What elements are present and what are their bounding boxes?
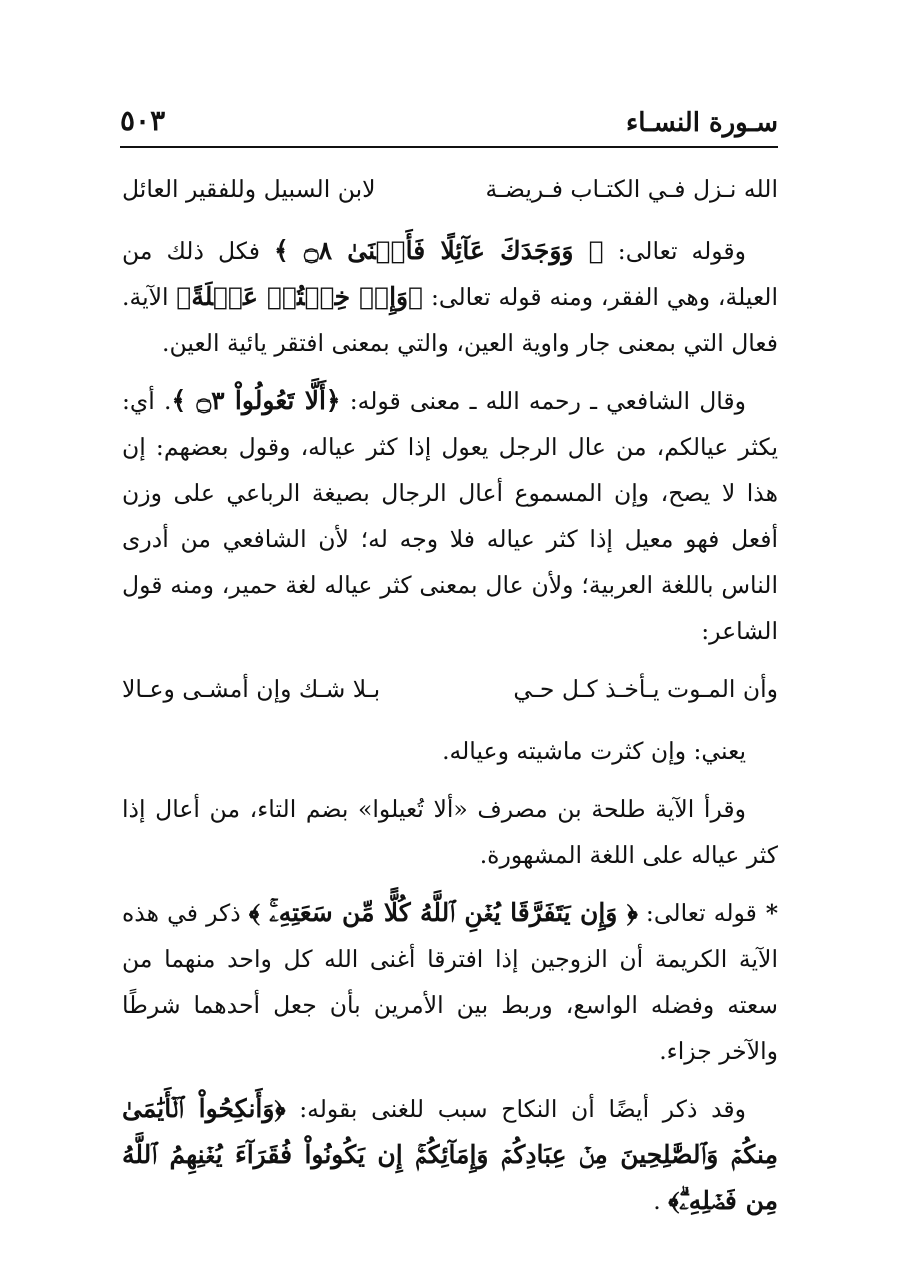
paragraph-2 — [122, 378, 778, 654]
paragraph-1-text-c: الآية. فعال التي بمعنى جار واوية العين، والتي بمعنى افتقر يائية العين. — [122, 283, 778, 357]
paragraph-1-text-a: وقوله تعالى: — [603, 237, 747, 265]
paragraph-5 — [122, 890, 778, 1074]
page-body — [122, 166, 778, 1236]
poetry-verse-1 — [122, 166, 778, 212]
paragraph-2-text-b: . أي: يكثر عيالكم، من عال الرجل يعول إذا كثر عياله، وقول بعضهم: إن هذا لا يصح، وإن المسموع أعال الرجال بصيغة الرباعي على وزن أفعل فهو معيل إذا كثر عياله فلا وجه له؛ لأن الشافعي من أدرى الناس باللغة العربية؛ ولأن عال بمعنى كثر عياله لغة حمير، ومنه قول الشاعر: — [122, 387, 778, 645]
paragraph-2-text-a: وقال الشافعي ـ رحمه الله ـ معنى قوله: — [340, 387, 747, 415]
paragraph-6-text-a: وقد ذكر أيضًا أن النكاح سبب للغنى بقوله: — [285, 1095, 746, 1123]
quran-quote-nur-32: ﴿وَأَنكِحُواْ ٱلۡأَيَٰمَىٰ مِنكُمۡ وَٱلصَّٰلِحِينَ مِنۡ عِبَادِكُمۡ وَإِمَآئِكُمۡۚ إِن يَكُونُواْ فُقَرَآءَ يُغۡنِهِمُ ٱللَّهُ مِن فَضۡلِهِۦۗ﴾ — [122, 1094, 778, 1215]
surah-title: سـورة النسـاء — [625, 108, 778, 138]
quran-quote-duha: ﴿ وَوَجَدَكَ عَآئِلًا فَأَغۡنَىٰ ۝٨ ﴾ — [274, 236, 604, 265]
paragraph-1-text-b: فكل ذلك من العيلة، وهي الفقر، ومنه قوله تعالى: — [122, 237, 778, 311]
paragraph-6-text-b: . — [653, 1187, 669, 1215]
paragraph-5-text-b: ذكر في هذه الآية الكريمة أن الزوجين إذا افترقا أغنى الله كل واحد منهما من سعته وفضله الواسع، وربط بين الأمرين بأن جعل أحدهما شرطًا والآخر جزاء. — [122, 899, 778, 1065]
verse-1-first-hemistich: الله نـزل فـي الكتـاب فـريضـة — [485, 175, 778, 203]
paragraph-3: يعني: وإن كثرت ماشيته وعياله. — [442, 737, 746, 765]
verse-2-first-hemistich: وأن المـوت يـأخـذ كـل حـي — [513, 675, 778, 703]
star-marker: * — [756, 899, 778, 927]
paragraph-1 — [122, 228, 778, 366]
page-header — [120, 100, 778, 148]
paragraph-6 — [122, 1086, 778, 1224]
paragraph-5-text-a: قوله تعالى: — [637, 899, 757, 927]
verse-1-second-hemistich: لابن السبيل وللفقير العائل — [122, 175, 376, 203]
quran-quote-nisa-3: ﴿أَلَّا تَعُولُواْ ۝٣ ﴾ — [171, 386, 341, 415]
quran-quote-nisa-130: ﴿ وَإِن يَتَفَرَّقَا يُغۡنِ ٱللَّهُ كُلًّا مِّن سَعَتِهِۦۚ ﴾ — [248, 898, 638, 927]
quran-quote-tawba: ﴿وَإِنۡ خِفۡتُمۡ عَيۡلَةً﴾ — [176, 282, 424, 311]
paragraph-4: وقرأ الآية طلحة بن مصرف «ألا تُعيلوا» بضم التاء، من أعال إذا كثر عياله على اللغة المشهورة. — [122, 795, 778, 869]
verse-2-second-hemistich: بـلا شـك وإن أمشـى وعـالا — [122, 675, 381, 703]
page-number: ٥٠٣ — [120, 104, 166, 137]
poetry-verse-2 — [122, 666, 778, 712]
